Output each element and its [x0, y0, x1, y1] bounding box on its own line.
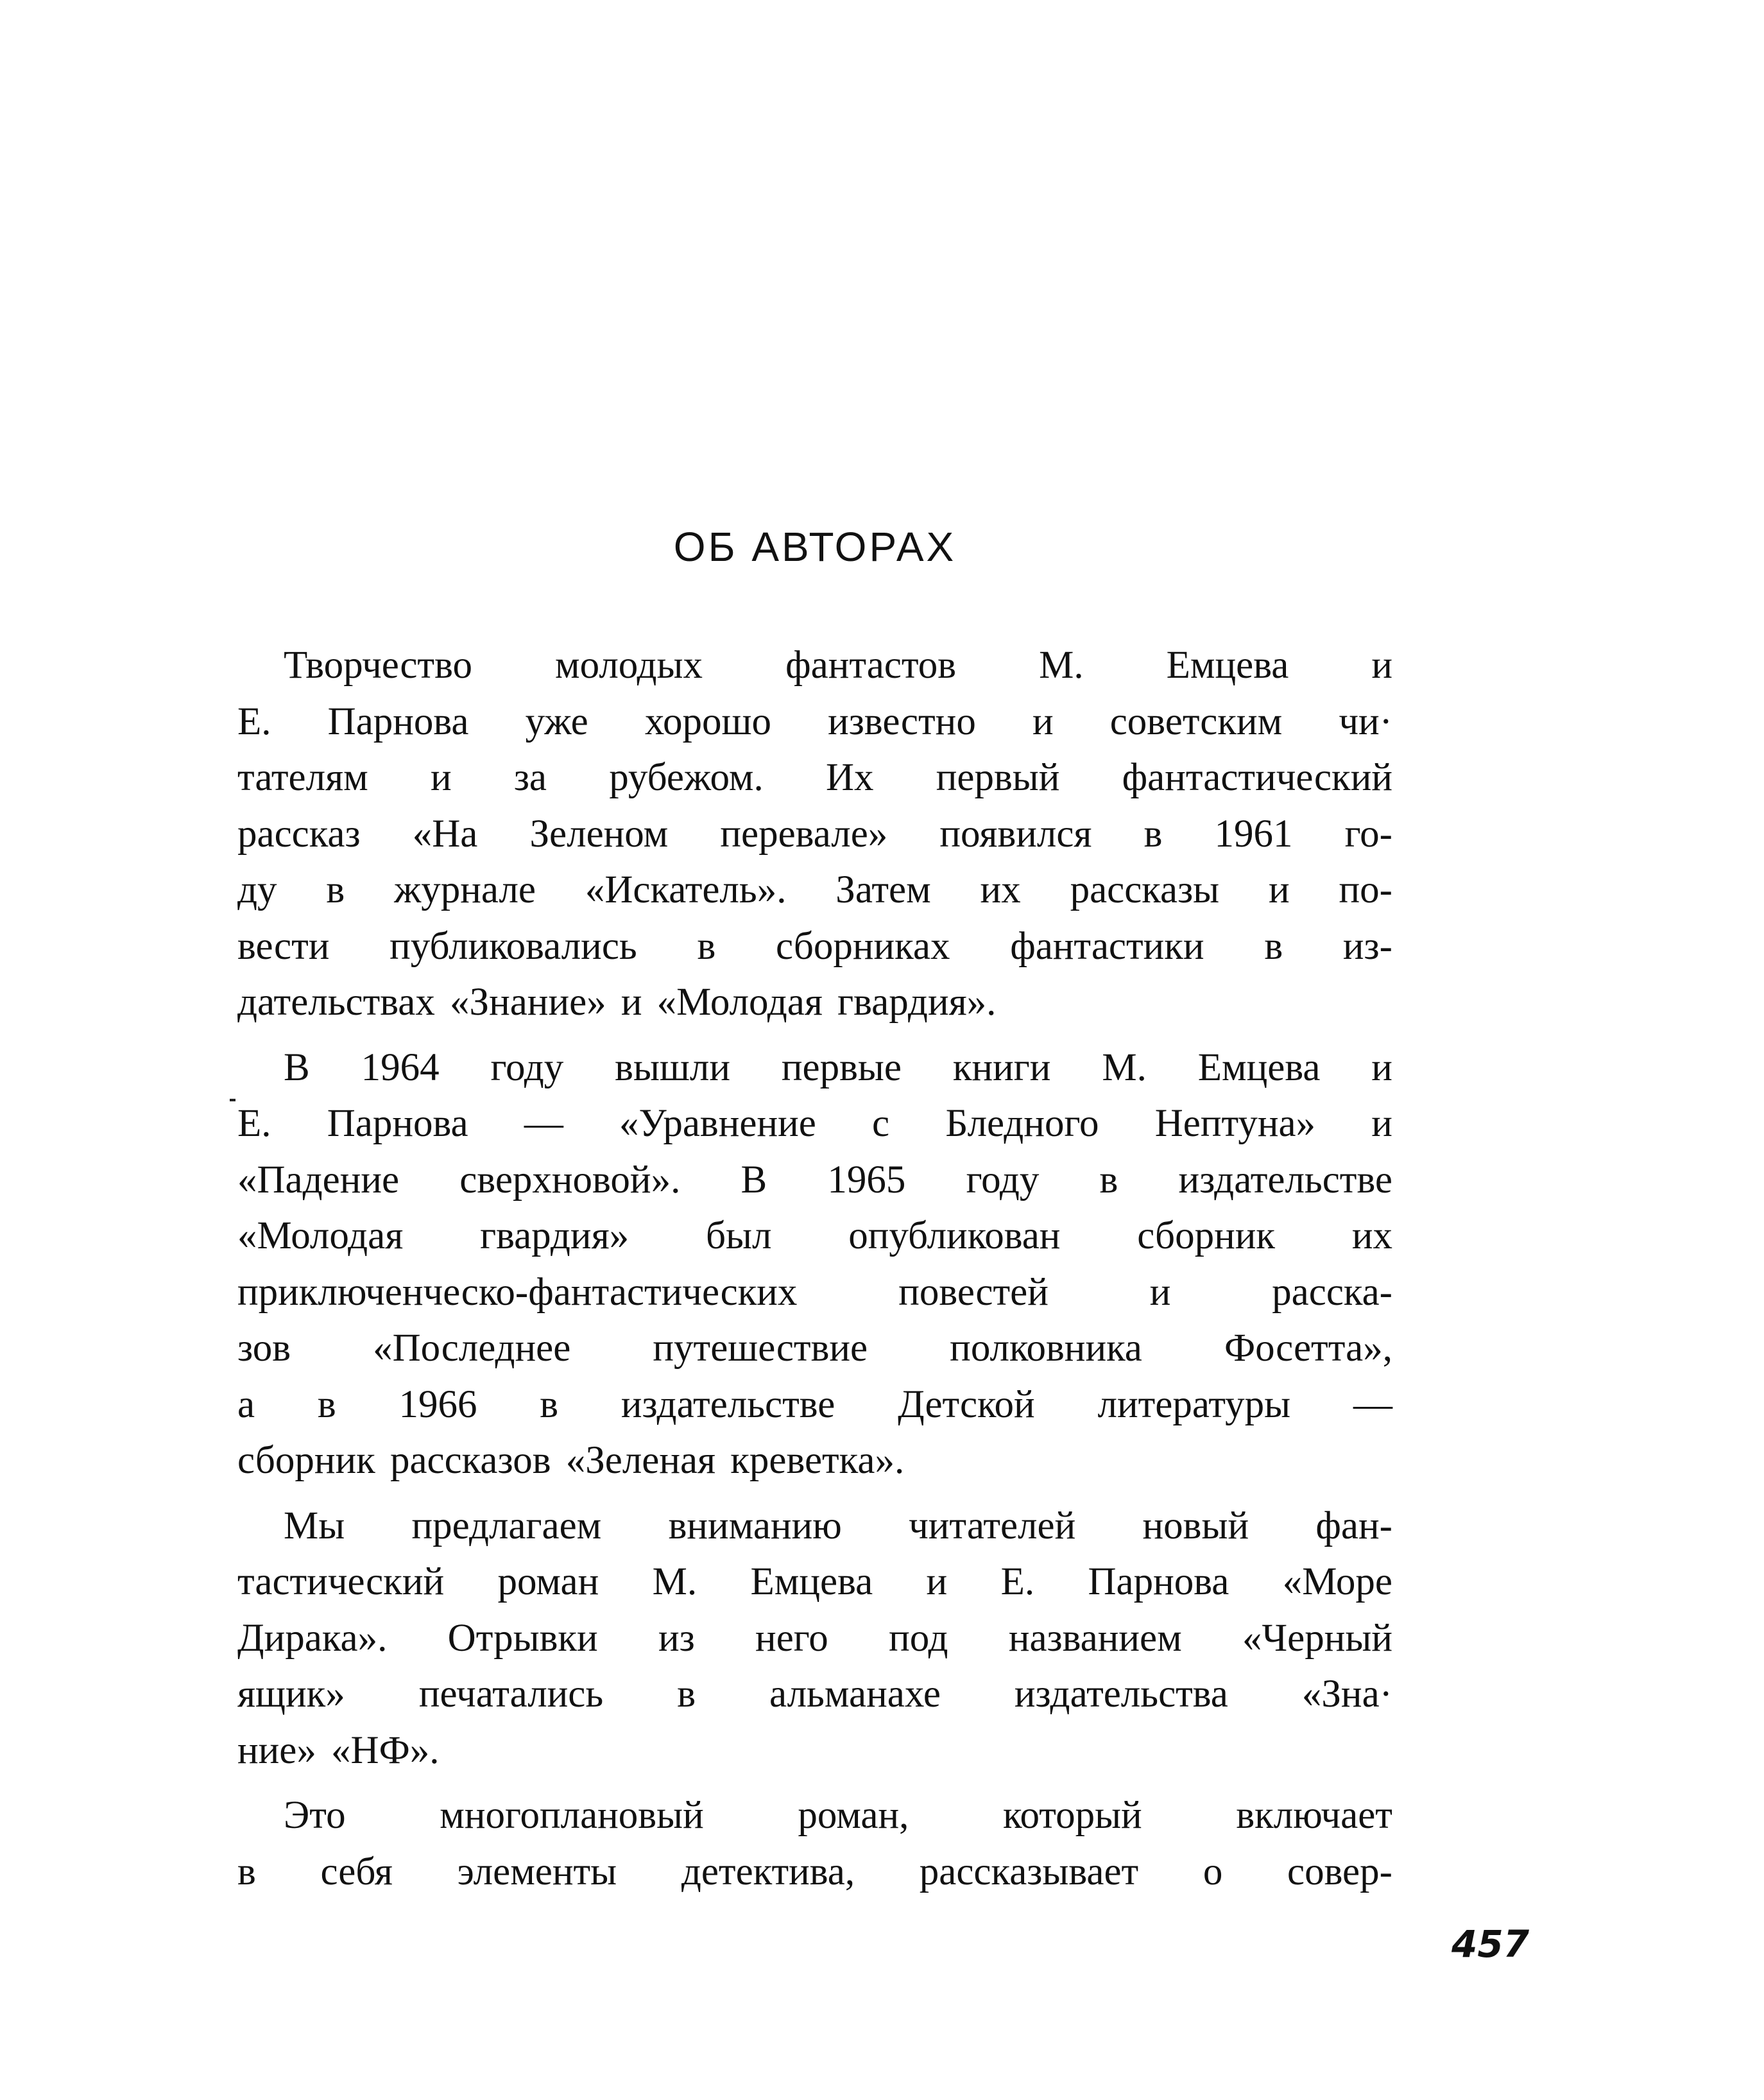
- word: за: [513, 756, 547, 799]
- word: рубежом.: [609, 756, 764, 799]
- word: полковника: [950, 1327, 1142, 1370]
- word: публиковались: [390, 924, 637, 968]
- word: го-: [1344, 812, 1392, 856]
- word: молодых: [555, 644, 703, 687]
- word: издательстве: [1178, 1158, 1392, 1201]
- word: расска-: [1272, 1270, 1392, 1314]
- word: опубликован: [848, 1214, 1061, 1257]
- word: рассказы: [1070, 868, 1220, 911]
- word: в: [540, 1382, 559, 1426]
- word: фантастов: [785, 644, 957, 687]
- text-line: [237, 918, 1392, 975]
- word: фантастический: [1122, 756, 1392, 799]
- word: Емцева: [1166, 644, 1289, 687]
- word: в: [1143, 812, 1163, 856]
- word: был: [705, 1214, 772, 1257]
- word: Емцева: [1197, 1046, 1321, 1089]
- word: сборник: [1137, 1214, 1276, 1257]
- word: сборник: [237, 1439, 375, 1482]
- word: —: [1353, 1382, 1392, 1426]
- word: «Последнее: [373, 1327, 571, 1370]
- word: путешествие: [653, 1327, 868, 1370]
- word: В: [741, 1158, 767, 1201]
- word: роман: [497, 1560, 599, 1603]
- word: —: [524, 1102, 563, 1145]
- word: и: [1371, 1102, 1392, 1145]
- word: «Зна·: [1301, 1673, 1392, 1716]
- word: в: [677, 1673, 696, 1716]
- text-line: [237, 1666, 1392, 1723]
- word: тателям: [237, 756, 368, 799]
- word: и: [1149, 1270, 1171, 1314]
- word: гвардия».: [837, 981, 997, 1024]
- word: роман,: [798, 1794, 909, 1837]
- word: Парнова: [327, 1102, 468, 1145]
- word: Творчество: [284, 644, 472, 687]
- word: Зеленом: [529, 812, 669, 856]
- text-line: [237, 862, 1392, 918]
- text-line: [237, 694, 1392, 750]
- word: Е.: [237, 1102, 271, 1145]
- word: известно: [828, 700, 976, 743]
- word: году: [966, 1158, 1040, 1201]
- word: «Зеленая: [565, 1439, 716, 1482]
- word: дательствах: [237, 981, 435, 1024]
- word: 1965: [827, 1158, 906, 1201]
- word: в: [237, 1850, 256, 1893]
- word: креветка».: [730, 1439, 905, 1482]
- word: Мы: [284, 1504, 345, 1547]
- word: Емцева: [750, 1560, 873, 1603]
- text-line: [237, 637, 1392, 694]
- word: многоплановый: [440, 1794, 704, 1837]
- word: в: [1264, 924, 1283, 968]
- word: первые: [781, 1046, 902, 1089]
- word: их: [980, 868, 1021, 911]
- text-line: [237, 974, 1392, 1031]
- word: «На: [412, 812, 478, 856]
- word: чи·: [1339, 700, 1392, 743]
- word: их: [1351, 1214, 1392, 1257]
- word: детектива,: [681, 1850, 855, 1893]
- word: издательстве: [621, 1382, 835, 1426]
- word: и: [1269, 868, 1290, 911]
- word: «НФ».: [331, 1728, 440, 1772]
- word: по-: [1339, 868, 1392, 911]
- word: перевале»: [720, 812, 888, 856]
- word: советским: [1109, 700, 1283, 743]
- word: Фосетта»,: [1224, 1327, 1392, 1370]
- text-line: [237, 1498, 1392, 1554]
- word: тастический: [237, 1560, 445, 1603]
- word: в: [697, 924, 716, 968]
- word: сборниках: [776, 924, 950, 968]
- word: альманахе: [769, 1673, 941, 1716]
- word: первый: [936, 756, 1060, 799]
- text-line: [237, 1096, 1392, 1152]
- word: себя: [320, 1850, 393, 1893]
- word: «Уравнение: [619, 1102, 816, 1145]
- print-speck: [230, 1099, 235, 1101]
- word: Отрывки: [447, 1616, 598, 1660]
- body-text: [237, 637, 1392, 1909]
- word: совер-: [1287, 1850, 1392, 1893]
- word: предлагаем: [411, 1504, 602, 1547]
- word: и: [621, 981, 642, 1024]
- word: В: [284, 1046, 310, 1089]
- word: рассказывает: [919, 1850, 1139, 1893]
- word: ду: [237, 868, 277, 911]
- word: названием: [1008, 1616, 1182, 1660]
- word: Детской: [898, 1382, 1035, 1426]
- word: 1964: [361, 1046, 440, 1089]
- paragraph-2: [237, 1040, 1392, 1489]
- word: Е.: [237, 700, 271, 743]
- word: ние»: [237, 1728, 316, 1772]
- word: в: [1099, 1158, 1118, 1201]
- word: уже: [525, 700, 588, 743]
- text-line: [237, 1320, 1392, 1377]
- text-line: [237, 1040, 1392, 1096]
- word: гвардия»: [480, 1214, 629, 1257]
- word: «Знание»: [450, 981, 606, 1024]
- word: М.: [1039, 644, 1084, 687]
- paragraph-3: [237, 1498, 1392, 1779]
- word: хорошо: [644, 700, 772, 743]
- word: в: [326, 868, 345, 911]
- word: рассказов: [390, 1439, 551, 1482]
- word: о: [1203, 1850, 1223, 1893]
- word: журнале: [394, 868, 536, 911]
- word: вести: [237, 924, 330, 968]
- text-line: [237, 1264, 1392, 1321]
- word: М.: [652, 1560, 698, 1603]
- word: году: [490, 1046, 564, 1089]
- word: Затем: [835, 868, 931, 911]
- word: Парнова: [1088, 1560, 1229, 1603]
- word: под: [889, 1616, 948, 1660]
- text-line: [237, 750, 1392, 806]
- word: Нептуна»: [1154, 1102, 1316, 1145]
- word: вниманию: [668, 1504, 842, 1547]
- word: а: [237, 1382, 255, 1426]
- word: «Падение: [237, 1158, 400, 1201]
- page-number: 457: [1451, 1922, 1530, 1966]
- word: с: [872, 1102, 890, 1145]
- word: и: [1371, 1046, 1392, 1089]
- word: Это: [284, 1794, 346, 1837]
- word: приключенческо-фантастических: [237, 1270, 798, 1314]
- word: из: [658, 1616, 695, 1660]
- word: и: [1371, 644, 1392, 687]
- word: «Молодая: [656, 981, 823, 1024]
- word: новый: [1142, 1504, 1249, 1547]
- word: «Искатель».: [585, 868, 787, 911]
- word: ящик»: [237, 1673, 345, 1716]
- word: вышли: [615, 1046, 730, 1089]
- word: и: [926, 1560, 948, 1603]
- word: печатались: [418, 1673, 604, 1716]
- text-line: [237, 1844, 1392, 1900]
- paragraph-1: [237, 637, 1392, 1031]
- text-line: [237, 806, 1392, 863]
- word: Дирака».: [237, 1616, 388, 1660]
- word: издательства: [1014, 1673, 1228, 1716]
- text-line: [237, 1377, 1392, 1433]
- word: «Молодая: [237, 1214, 404, 1257]
- word: Е.: [1000, 1560, 1035, 1603]
- word: и: [430, 756, 452, 799]
- word: сверхновой».: [459, 1158, 681, 1201]
- word: элементы: [457, 1850, 617, 1893]
- word: появился: [939, 812, 1092, 856]
- word: Парнова: [327, 700, 469, 743]
- word: зов: [237, 1327, 291, 1370]
- text-line: [237, 1610, 1392, 1667]
- paragraph-4: [237, 1787, 1392, 1900]
- word: него: [755, 1616, 828, 1660]
- word: «Море: [1282, 1560, 1392, 1603]
- text-line: [237, 1787, 1392, 1844]
- text-line: [237, 1723, 1392, 1779]
- word: Их: [825, 756, 874, 799]
- word: фантастики: [1010, 924, 1204, 968]
- word: рассказ: [237, 812, 361, 856]
- word: повестей: [898, 1270, 1049, 1314]
- word: в: [317, 1382, 336, 1426]
- word: фан-: [1315, 1504, 1392, 1547]
- word: 1961: [1214, 812, 1293, 856]
- text-line: [237, 1554, 1392, 1610]
- word: книги: [952, 1046, 1051, 1089]
- word: который: [1002, 1794, 1142, 1837]
- text-line: [237, 1433, 1392, 1489]
- word: читателей: [909, 1504, 1076, 1547]
- word: включает: [1236, 1794, 1392, 1837]
- section-heading: ОБ АВТОРАХ: [673, 524, 957, 570]
- word: М.: [1102, 1046, 1147, 1089]
- word: литературы: [1097, 1382, 1291, 1426]
- text-line: [237, 1208, 1392, 1264]
- word: Бледного: [945, 1102, 1099, 1145]
- word: из-: [1342, 924, 1392, 968]
- word: 1966: [398, 1382, 477, 1426]
- word: и: [1032, 700, 1054, 743]
- word: «Черный: [1242, 1616, 1392, 1660]
- text-line: [237, 1152, 1392, 1209]
